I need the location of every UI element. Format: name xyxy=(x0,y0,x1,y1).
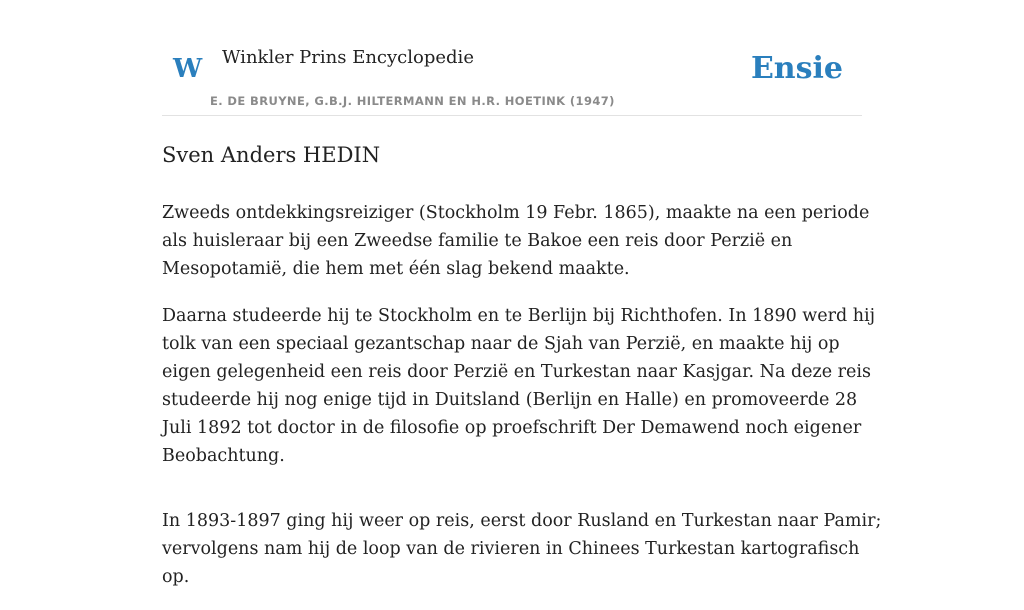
winkler-prins-logo[interactable]: W xyxy=(173,54,203,84)
ensie-logo[interactable]: Ensie xyxy=(750,51,843,86)
article xyxy=(162,138,882,610)
article-paragraph: Daarna studeerde hij te Stockholm en te Berlijn bij Richthofen. In 1890 werd hij tolk van een speciaal gezantschap naar de Sjah van Perzië, en maakte hij op eigen gelegenheid een reis door Perzië en Turkestan naar Kasjgar. Na deze reis studeerde hij nog enige tijd in Duitsland (Berlijn en Halle) en promoveerde 28 Juli 1892 tot doctor in de filosofie op proefschrift Der Demawend noch eigener Beobachtung. xyxy=(162,306,876,466)
article-paragraph: In 1893-1897 ging hij weer op reis, eerst door Rusland en Turkestan naar Pamir; vervolgens nam hij de loop van de rivieren in Chinees Turkestan kartografisch op. xyxy=(162,511,882,587)
publication-title[interactable]: Winkler Prins Encyclopedie xyxy=(222,47,474,68)
publication-authors: E. DE BRUYNE, G.B.J. HILTERMANN EN H.R. HOETINK (1947) xyxy=(210,94,615,108)
article-title: Sven Anders HEDIN xyxy=(162,143,381,167)
site-header xyxy=(162,0,862,116)
article-paragraph: Zweeds ontdekkingsreiziger (Stockholm 19 Febr. 1865), maakte na een periode als huisleraar bij een Zweedse familie te Bakoe een reis door Perzië en Mesopotamië, die hem met één slag bekend maakte. xyxy=(162,203,870,279)
